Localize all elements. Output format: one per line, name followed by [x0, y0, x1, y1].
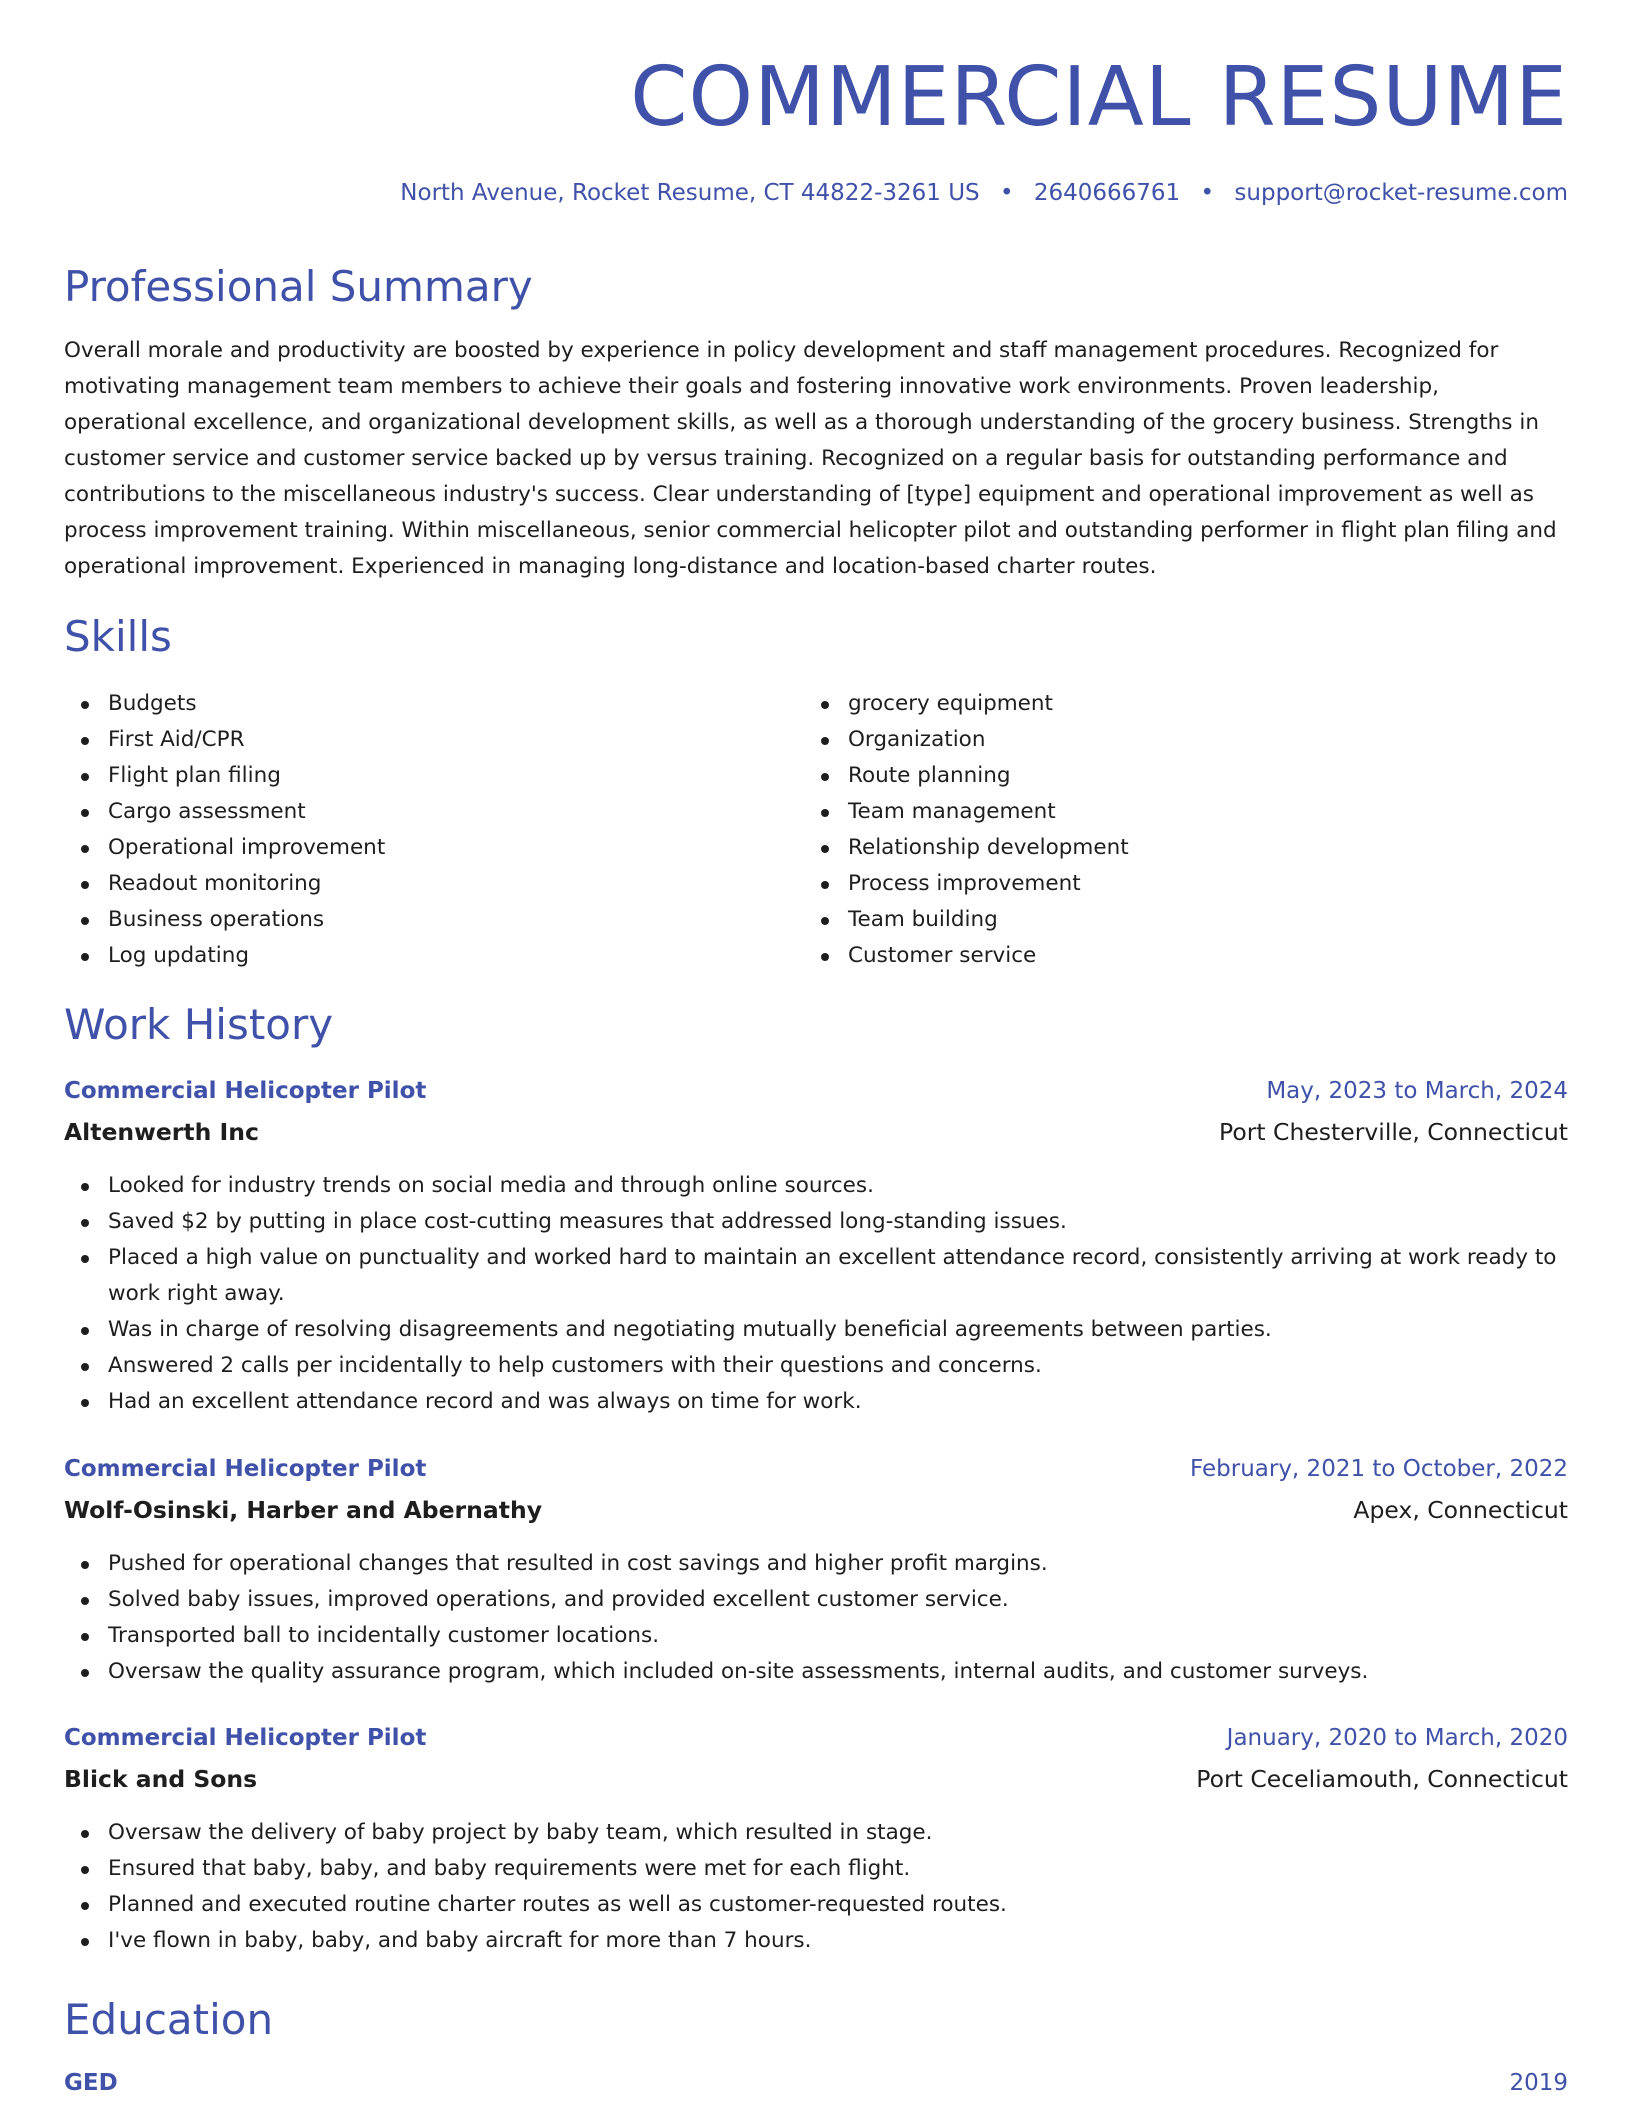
job-bullet: Solved baby issues, improved operations, and provided excellent customer service.: [64, 1582, 1568, 1618]
skill-item: Customer service: [804, 938, 1504, 974]
job-bullet: Had an excellent attendance record and was always on time for work.: [64, 1384, 1568, 1420]
skill-item: Budgets: [64, 686, 764, 722]
skill-item: First Aid/CPR: [64, 722, 764, 758]
skill-item: Flight plan filing: [64, 758, 764, 794]
job-company: Blick and Sons: [64, 1765, 258, 1793]
job-bullet: Oversaw the delivery of baby project by baby team, which resulted in stage.: [64, 1815, 1568, 1851]
skill-item: Business operations: [64, 902, 764, 938]
summary-heading: Professional Summary: [64, 262, 533, 311]
skill-item: Operational improvement: [64, 830, 764, 866]
job-bullet: Planned and executed routine charter routes as well as customer-requested routes.: [64, 1887, 1568, 1923]
job-title: Commercial Helicopter Pilot: [64, 1725, 427, 1751]
education-entry: [64, 2070, 1568, 2110]
job-bullet: Placed a high value on punctuality and worked hard to maintain an excellent attendance record, consistently arriving at work ready to work right away.: [64, 1240, 1568, 1312]
skill-item: Log updating: [64, 938, 764, 974]
job-company: Wolf-Osinski, Harber and Abernathy: [64, 1496, 543, 1524]
resume-name: COMMERCIAL RESUME: [630, 50, 1568, 145]
address-text: North Avenue, Rocket Resume, CT 44822-3261 US: [400, 180, 980, 206]
skill-item: Organization: [804, 722, 1504, 758]
work-history-heading: Work History: [64, 1000, 334, 1049]
job-title: Commercial Helicopter Pilot: [64, 1078, 427, 1104]
job-bullet: Oversaw the quality assurance program, which included on-site assessments, internal audits, and customer surveys.: [64, 1654, 1568, 1690]
skill-item: Team management: [804, 794, 1504, 830]
job-location: Apex, Connecticut: [1353, 1496, 1568, 1524]
skill-item: Relationship development: [804, 830, 1504, 866]
job-bullet: Pushed for operational changes that resulted in cost savings and higher profit margins.: [64, 1546, 1568, 1582]
skill-item: grocery equipment: [804, 686, 1504, 722]
skills-list-left: [64, 686, 764, 974]
skill-item: Cargo assessment: [64, 794, 764, 830]
education-heading: Education: [64, 1995, 274, 2044]
skills-heading: Skills: [64, 612, 172, 661]
skills-list-right: [804, 686, 1504, 974]
summary-text: Overall morale and productivity are boosted by experience in policy development and staff management procedures. Recognized for motivating management team members to achieve their goals and fostering innovative work environments. Proven leadership, operational excellence, and organizational development skills, as well as a thorough understanding of the grocery business. Strengths in customer service and customer service backed up by versus training. Recognized on a regular basis for outstanding performance and contributions to the miscellaneous industry's success. Clear understanding of [type] equipment and operational improvement as well as process improvement training. Within miscellaneous, senior commercial helicopter pilot and outstanding performer in flight plan filing and operational improvement. Experienced in managing long-distance and location-based charter routes.: [64, 338, 1557, 579]
job-bullet: Ensured that baby, baby, and baby requirements were met for each flight.: [64, 1851, 1568, 1887]
job-dates: February, 2021 to October, 2022: [1190, 1456, 1568, 1482]
job-location: Port Chesterville, Connecticut: [1218, 1118, 1568, 1146]
skill-item: Team building: [804, 902, 1504, 938]
job-dates: January, 2020 to March, 2020: [1226, 1725, 1568, 1751]
contact-separator: •: [999, 180, 1014, 206]
phone-text: 2640666761: [1033, 180, 1181, 206]
job-bullet: Looked for industry trends on social media and through online sources.: [64, 1168, 1568, 1204]
job-location: Port Ceceliamouth, Connecticut: [1196, 1765, 1568, 1793]
job-entry: [64, 1078, 1568, 1420]
job-bullet: Answered 2 calls per incidentally to help customers with their questions and concerns.: [64, 1348, 1568, 1384]
job-entry: [64, 1725, 1568, 1959]
job-bullet: I've flown in baby, baby, and baby aircraft for more than 7 hours.: [64, 1923, 1568, 1959]
job-bullet: Saved $2 by putting in place cost-cutting measures that addressed long-standing issues.: [64, 1204, 1568, 1240]
education-year: 2019: [1509, 2070, 1568, 2096]
skill-item: Readout monitoring: [64, 866, 764, 902]
skill-item: Process improvement: [804, 866, 1504, 902]
email-link[interactable]: support@rocket-resume.com: [1234, 180, 1568, 206]
contact-separator: •: [1200, 180, 1215, 206]
contact-line: [400, 180, 1568, 206]
job-bullet: Was in charge of resolving disagreements and negotiating mutually beneficial agreements between parties.: [64, 1312, 1568, 1348]
job-dates: May, 2023 to March, 2024: [1266, 1078, 1568, 1104]
skill-item: Route planning: [804, 758, 1504, 794]
job-company: Altenwerth Inc: [64, 1118, 259, 1146]
job-entry: [64, 1456, 1568, 1690]
education-degree: GED: [64, 2070, 118, 2096]
job-title: Commercial Helicopter Pilot: [64, 1456, 427, 1482]
job-bullet: Transported ball to incidentally customer locations.: [64, 1618, 1568, 1654]
